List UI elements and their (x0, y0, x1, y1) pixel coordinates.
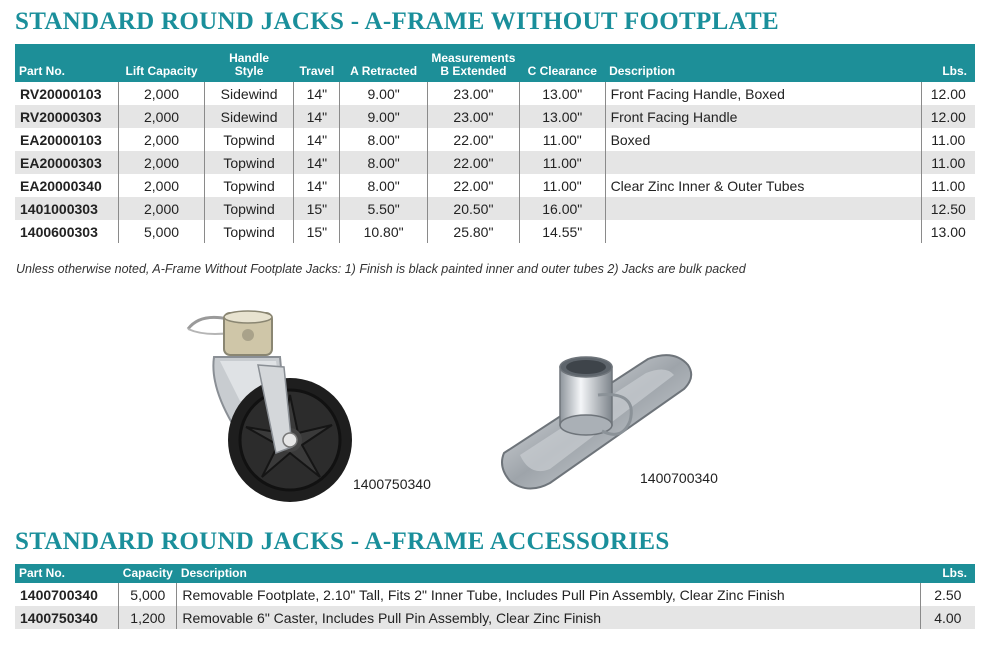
c-clearance-cell: 13.00" (519, 82, 605, 105)
col-lbs: Lbs. (921, 44, 975, 82)
col-travel: Travel (294, 44, 340, 82)
handle-cell: Sidewind (204, 82, 294, 105)
a-retracted-cell: 10.80" (340, 220, 428, 243)
acc-col-part-no: Part No. (15, 564, 119, 583)
acc-col-lbs: Lbs. (920, 564, 975, 583)
handle-cell: Sidewind (204, 105, 294, 128)
table-row (15, 82, 975, 105)
travel-cell: 14" (294, 151, 340, 174)
b-extended-cell: 23.00" (427, 82, 519, 105)
col-a-retracted: A Retracted (340, 44, 428, 82)
col-b-extended-label: B Extended (440, 64, 507, 78)
travel-cell: 14" (294, 82, 340, 105)
c-clearance-cell: 11.00" (519, 128, 605, 151)
part-no-cell: EA20000340 (15, 174, 119, 197)
caster-jack-image (180, 305, 360, 505)
capacity-cell: 5,000 (119, 220, 205, 243)
b-extended-cell: 22.00" (427, 174, 519, 197)
description-cell: Clear Zinc Inner & Outer Tubes (605, 174, 921, 197)
capacity-cell: 2,000 (119, 128, 205, 151)
part-no-cell: RV20000303 (15, 105, 119, 128)
c-clearance-cell: 13.00" (519, 105, 605, 128)
handle-cell: Topwind (204, 220, 294, 243)
lbs-cell: 13.00 (930, 223, 966, 240)
lbs-cell: 11.00 (931, 131, 966, 148)
col-handle-style-line2: Style (234, 64, 264, 78)
travel-cell: 14" (294, 174, 340, 197)
a-retracted-cell: 9.00" (340, 82, 428, 105)
c-clearance-cell: 14.55" (519, 220, 605, 243)
b-extended-cell: 22.00" (427, 128, 519, 151)
table-row (15, 606, 975, 629)
lbs-cell: 12.00 (930, 85, 966, 102)
handle-cell: Topwind (204, 197, 294, 220)
col-handle-style (204, 44, 294, 82)
description-cell (605, 197, 921, 220)
col-c-clearance: C Clearance (519, 44, 605, 82)
travel-cell: 15" (294, 220, 340, 243)
description-cell: Front Facing Handle (605, 105, 921, 128)
description-cell: Boxed (605, 128, 921, 151)
table-row (15, 220, 975, 243)
b-extended-cell: 25.80" (427, 220, 519, 243)
b-extended-cell: 22.00" (427, 151, 519, 174)
a-retracted-cell: 5.50" (340, 197, 428, 220)
c-clearance-cell: 11.00" (519, 174, 605, 197)
col-description: Description (605, 44, 921, 82)
lbs-cell: 2.50 (934, 586, 962, 603)
travel-cell: 14" (294, 128, 340, 151)
part-no-cell: 1401000303 (15, 197, 119, 220)
travel-cell: 14" (294, 105, 340, 128)
lbs-cell: 12.00 (921, 105, 975, 128)
acc-col-description: Description (177, 564, 920, 583)
col-part-no: Part No. (15, 44, 119, 82)
a-retracted-cell: 8.00" (340, 174, 428, 197)
a-retracted-cell: 9.00" (340, 105, 428, 128)
capacity-cell: 2,000 (119, 151, 205, 174)
part-no-cell: RV20000103 (15, 82, 119, 105)
b-extended-cell: 23.00" (427, 105, 519, 128)
a-retracted-cell: 8.00" (340, 128, 428, 151)
table-row (15, 151, 975, 174)
accessories-table (15, 564, 975, 629)
jacks-table (15, 44, 975, 243)
handle-cell: Topwind (204, 128, 294, 151)
lbs-cell: 11.00 (921, 151, 975, 174)
capacity-cell: 1,200 (119, 606, 177, 629)
part-no-cell: EA20000303 (15, 151, 119, 174)
table-row (15, 128, 975, 151)
handle-cell: Topwind (204, 174, 294, 197)
b-extended-cell: 20.50" (427, 197, 519, 220)
col-lift-capacity: Lift Capacity (119, 44, 205, 82)
capacity-cell: 2,000 (119, 174, 205, 197)
c-clearance-cell: 16.00" (519, 197, 605, 220)
description-cell: Front Facing Handle, Boxed (605, 82, 921, 105)
footplate-caption: 1400700340 (640, 470, 718, 486)
lbs-cell: 4.00 (920, 606, 975, 629)
table-row (15, 105, 975, 128)
col-b-extended (427, 44, 519, 82)
caster-caption: 1400750340 (353, 476, 431, 492)
description-cell: Removable Footplate, 2.10" Tall, Fits 2" Inner Tube, Includes Pull Pin Assembly, Clear Zinc Finish (177, 583, 920, 606)
part-no-cell: 1400750340 (15, 606, 119, 629)
capacity-cell: 5,000 (119, 583, 177, 606)
c-clearance-cell: 11.00" (519, 151, 605, 174)
description-cell: Removable 6" Caster, Includes Pull Pin Assembly, Clear Zinc Finish (177, 606, 920, 629)
part-no-cell: 1400600303 (15, 220, 119, 243)
capacity-cell: 2,000 (119, 105, 205, 128)
capacity-cell: 2,000 (119, 82, 205, 105)
part-no-cell: 1400700340 (15, 583, 119, 606)
handle-cell: Topwind (204, 151, 294, 174)
part-no-cell: EA20000103 (15, 128, 119, 151)
table-footnote: Unless otherwise noted, A-Frame Without Footplate Jacks: 1) Finish is black painted inner and outer tubes 2) Jacks are bulk packed (16, 262, 746, 276)
col-handle-style-line1: Handle (229, 51, 270, 65)
a-retracted-cell: 8.00" (340, 151, 428, 174)
description-cell (605, 151, 921, 174)
lbs-cell: 11.00 (931, 177, 966, 194)
col-measurements-group: Measurements (431, 51, 516, 65)
section-title-accessories: STANDARD ROUND JACKS - A-FRAME ACCESSORIES (15, 528, 670, 555)
lbs-cell: 12.50 (921, 197, 975, 220)
table-row (15, 197, 975, 220)
travel-cell: 15" (294, 197, 340, 220)
capacity-cell: 2,000 (119, 197, 205, 220)
description-cell (605, 220, 921, 243)
section-title-without-footplate: STANDARD ROUND JACKS - A-FRAME WITHOUT FOOTPLATE (15, 8, 779, 35)
acc-col-capacity: Capacity (119, 564, 177, 583)
table-row (15, 174, 975, 197)
table-row (15, 583, 975, 606)
